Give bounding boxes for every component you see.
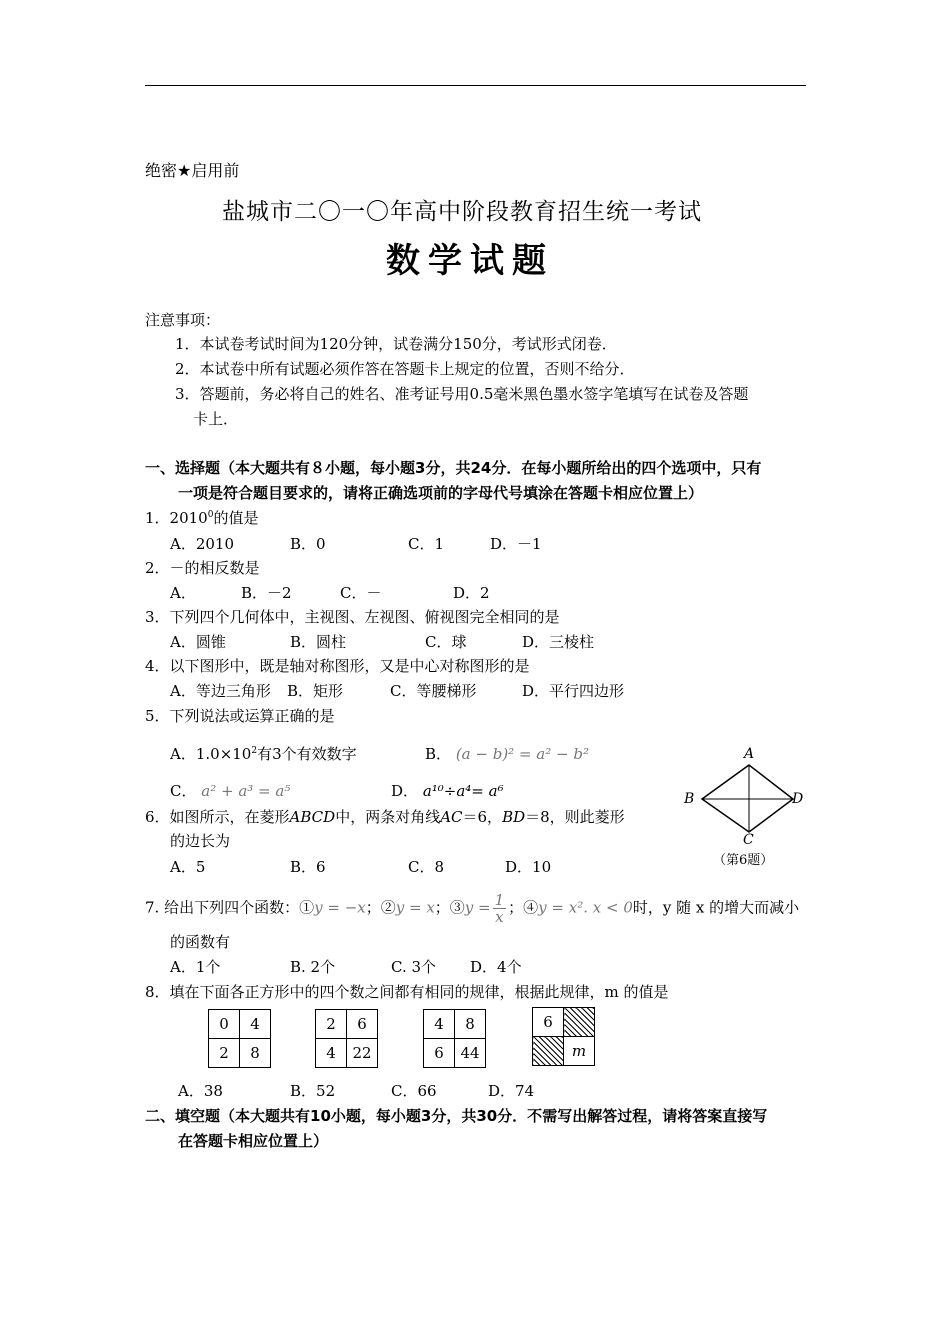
- square-cell: 44: [455, 1039, 486, 1068]
- notes-heading: 注意事项：: [145, 311, 221, 329]
- q7-option-b: B. 2个: [290, 958, 336, 976]
- square-cell-m: m: [564, 1037, 595, 1066]
- vertex-label-a: A: [744, 746, 755, 762]
- vertex-label-b: B: [684, 791, 695, 807]
- q8-option-a: A．38: [178, 1082, 223, 1100]
- q5-option-a: A．$1.0\times 10^2$有3个有效数字: [170, 745, 357, 763]
- q6-option-c: C．8: [408, 858, 445, 876]
- number-square-2: [315, 1009, 378, 1068]
- q2-option-c: C．－: [340, 584, 382, 602]
- q5-option-c: C． a² + a³ = a⁵: [170, 782, 291, 800]
- question-1-stem: 1．2010$^0$的值是: [145, 509, 259, 527]
- question-8-stem: 8．填在下面各正方形中的四个数之间都有相同的规律，根据此规律，m 的值是: [145, 983, 669, 1001]
- number-square-1: [208, 1009, 271, 1068]
- question-7-stem: 7. 给出下列四个函数：①y = −x；②y = x；③y = $\frac{1}{x}$ ；④y = x². x < 0时，y 随 x 的增大而减小: [145, 891, 800, 926]
- q5-option-b: B． (a − b)² = a² − b²: [425, 745, 589, 763]
- q3-option-a: A．圆锥: [170, 633, 226, 651]
- question-4-stem: 4．以下图形中，既是轴对称图形，又是中心对称图形的是: [145, 657, 530, 675]
- hatched-cell: [533, 1037, 564, 1066]
- secret-label: 绝密★启用前: [145, 161, 240, 180]
- vertex-label-d: D: [792, 791, 804, 807]
- q2-option-a: A．: [170, 584, 196, 602]
- subject-title: 数学试题: [386, 241, 554, 281]
- note-item: 2．本试卷中所有试题必须作答在答题卡上规定的位置，否则不给分．: [175, 360, 635, 378]
- question-7-stem-cont: 的函数有: [170, 933, 231, 951]
- q2-option-d: D．2: [453, 584, 490, 602]
- q8-option-d: D．74: [488, 1082, 535, 1100]
- q4-option-d: D．平行四边形: [522, 682, 625, 700]
- question-5-stem: 5．下列说法或运算正确的是: [145, 707, 335, 725]
- note-item: 1．本试卷考试时间为120分钟，试卷满分150分，考试形式闭卷．: [175, 335, 617, 353]
- fraction-1-over-x: $\frac{1}{x}$: [494, 891, 505, 926]
- q8-option-b: B．52: [290, 1082, 336, 1100]
- question-6-stem-cont: 的边长为: [170, 832, 231, 850]
- section1-heading-cont: 一项是符合题目要求的，请将正确选项前的字母代号填涂在答题卡相应位置上）: [178, 484, 704, 502]
- square-cell: 2: [316, 1010, 347, 1039]
- section2-heading: 二、填空题（本大题共有10小题，每小题3分，共30分．不需写出解答过程，请将答案直接写: [145, 1107, 768, 1125]
- q8-option-c: C．66: [391, 1082, 437, 1100]
- q7-option-a: A．1个: [170, 958, 221, 976]
- exam-title: 盐城市二〇一〇年高中阶段教育招生统一考试: [222, 199, 702, 225]
- q6-option-a: A．5: [170, 858, 206, 876]
- question-3-stem: 3．下列四个几何体中，主视图、左视图、俯视图完全相同的是: [145, 608, 560, 626]
- q3-option-c: C．球: [425, 633, 467, 651]
- square-cell: 4: [240, 1010, 271, 1039]
- square-cell: 6: [347, 1010, 378, 1039]
- q1-option-b: B．0: [290, 535, 326, 553]
- section1-heading: 一、选择题（本大题共有８小题，每小题3分，共24分．在每小题所给出的四个选项中，只有: [145, 459, 762, 477]
- square-cell: 6: [424, 1039, 455, 1068]
- q3-option-d: D．三棱柱: [522, 633, 595, 651]
- square-cell: 8: [240, 1039, 271, 1068]
- hatched-cell: [564, 1008, 595, 1037]
- q1-option-c: C．1: [408, 535, 445, 553]
- q6-option-b: B．6: [290, 858, 326, 876]
- square-cell: 0: [209, 1010, 240, 1039]
- question-6-stem: 6．如图所示，在菱形ABCD中，两条对角线AC＝6，BD＝8，则此菱形: [145, 808, 625, 826]
- q4-option-b: B．矩形: [287, 682, 344, 700]
- q4-option-a: A．等边三角形: [170, 682, 271, 700]
- square-cell: 22: [347, 1039, 378, 1068]
- square-cell: 4: [316, 1039, 347, 1068]
- square-cell: 2: [209, 1039, 240, 1068]
- note-item: 3．答题前，务必将自己的姓名、准考证号用0.5毫米黑色墨水签字笔填写在试卷及答题: [175, 385, 749, 403]
- question-2-stem: 2．－的相反数是: [145, 559, 260, 577]
- q6-option-d: D．10: [505, 858, 552, 876]
- q1-option-a: A．2010: [170, 535, 235, 553]
- q7-option-d: D．4个: [470, 958, 522, 976]
- square-cell: 4: [424, 1010, 455, 1039]
- vertex-label-c: C: [743, 832, 754, 848]
- q4-option-c: C．等腰梯形: [390, 682, 477, 700]
- header-rule: [145, 85, 806, 86]
- square-cell: 6: [533, 1008, 564, 1037]
- q2-option-b: B．－2: [241, 584, 292, 602]
- number-square-3: [423, 1009, 486, 1068]
- section2-heading-cont: 在答题卡相应位置上）: [178, 1132, 329, 1150]
- square-cell: 8: [455, 1010, 486, 1039]
- q7-option-c: C. 3个: [391, 958, 437, 976]
- number-square-4: [532, 1007, 595, 1066]
- figure-caption: （第6题）: [713, 853, 774, 868]
- note-item: 卡上．: [193, 410, 239, 428]
- q5-option-d: D． a¹⁰÷a⁴= a⁶: [391, 782, 504, 800]
- q3-option-b: B．圆柱: [290, 633, 347, 651]
- q1-option-d: D．－1: [490, 535, 542, 553]
